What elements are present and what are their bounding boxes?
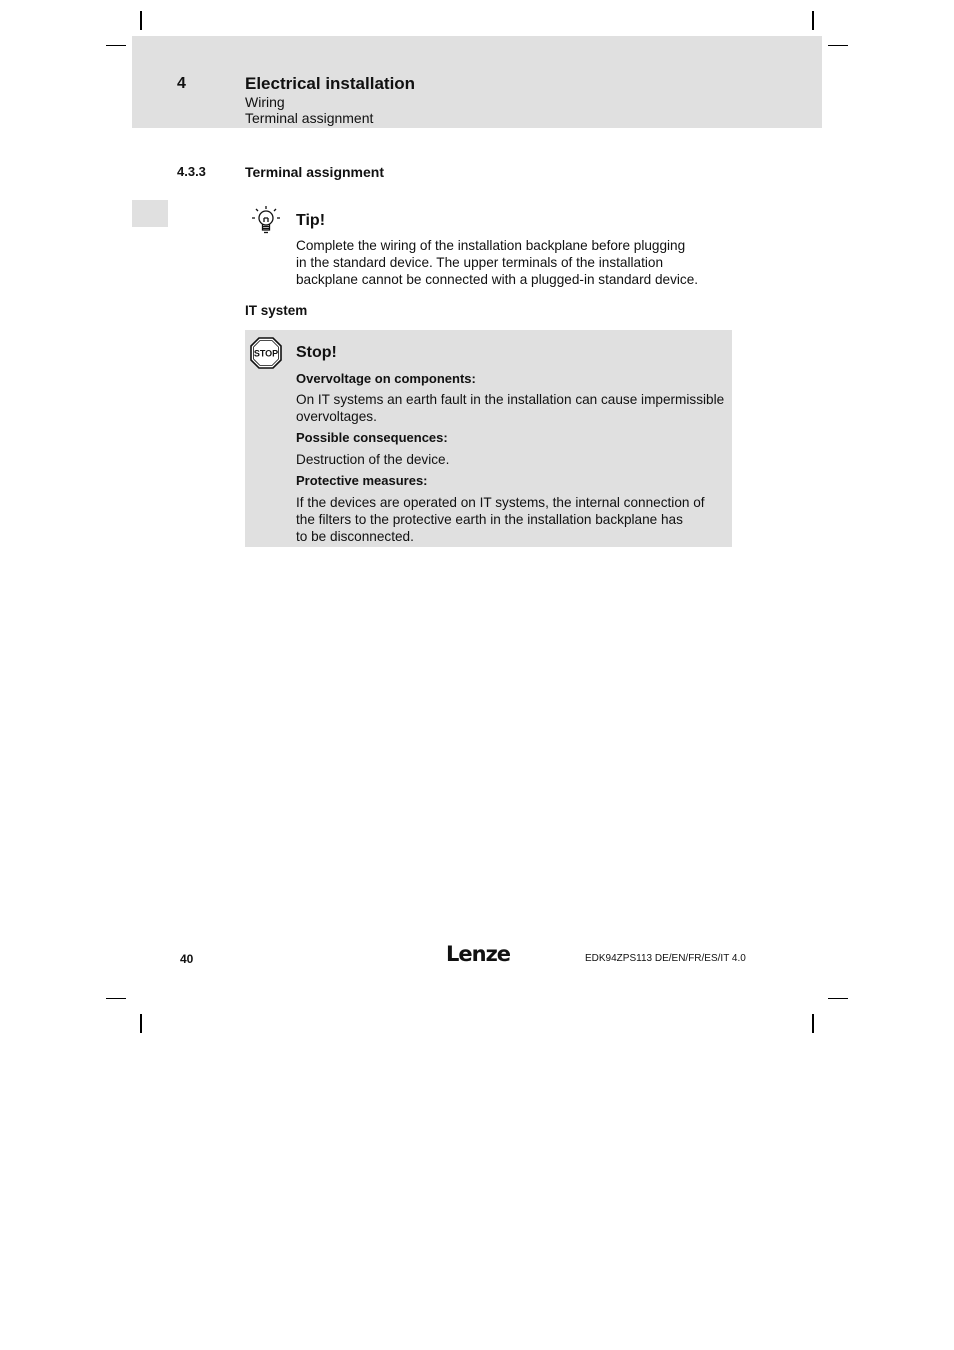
tip-heading: Tip!	[296, 212, 326, 229]
crop-mark	[140, 11, 142, 30]
tip-text	[296, 237, 728, 288]
crop-mark	[812, 1014, 814, 1033]
tip-line: backplane cannot be connected with a plugged-in standard device.	[296, 272, 699, 287]
crop-mark	[828, 45, 848, 46]
overvoltage-text: On IT systems an earth fault in the installation can cause impermissible overvoltages.	[296, 392, 725, 424]
page-number: 40	[180, 952, 194, 966]
crop-mark	[828, 998, 848, 999]
measures-label: Protective measures:	[296, 473, 428, 488]
lenze-logo: Lenze	[446, 942, 511, 966]
measures-line: the filters to the protective earth in the installation backplane has	[296, 512, 683, 527]
it-system-heading: IT system	[245, 303, 308, 318]
stop-icon-text: STOP	[253, 348, 279, 359]
section-title: Terminal assignment	[245, 164, 385, 180]
chapter-title: Electrical installation	[245, 74, 416, 93]
tip-line: in the standard device. The upper terminals of the installation	[296, 255, 663, 270]
section-number: 4.3.3	[177, 164, 206, 179]
stop-body	[296, 370, 726, 545]
consequences-text: Destruction of the device.	[296, 452, 450, 467]
chapter-number: 4	[177, 75, 186, 92]
stop-sign-icon	[249, 336, 283, 370]
consequences-label: Possible consequences:	[296, 430, 448, 445]
lightbulb-icon	[249, 205, 283, 237]
tip-line: Complete the wiring of the installation backplane before plugging	[296, 238, 686, 253]
measures-line: If the devices are operated on IT systems, the internal connection of	[296, 495, 705, 510]
measures-line: to be disconnected.	[296, 529, 414, 544]
stop-heading: Stop!	[296, 344, 337, 361]
crop-mark	[812, 11, 814, 30]
crop-mark	[106, 998, 126, 999]
chapter-header-band	[132, 36, 822, 128]
breadcrumb-terminal-assignment: Terminal assignment	[245, 110, 374, 126]
breadcrumb-wiring: Wiring	[245, 94, 285, 110]
crop-mark	[140, 1014, 142, 1033]
side-thumb-tab	[132, 200, 168, 227]
crop-mark	[106, 45, 126, 46]
document-id: EDK94ZPS113 DE/EN/FR/ES/IT 4.0	[585, 953, 746, 964]
overvoltage-label: Overvoltage on components:	[296, 371, 476, 386]
